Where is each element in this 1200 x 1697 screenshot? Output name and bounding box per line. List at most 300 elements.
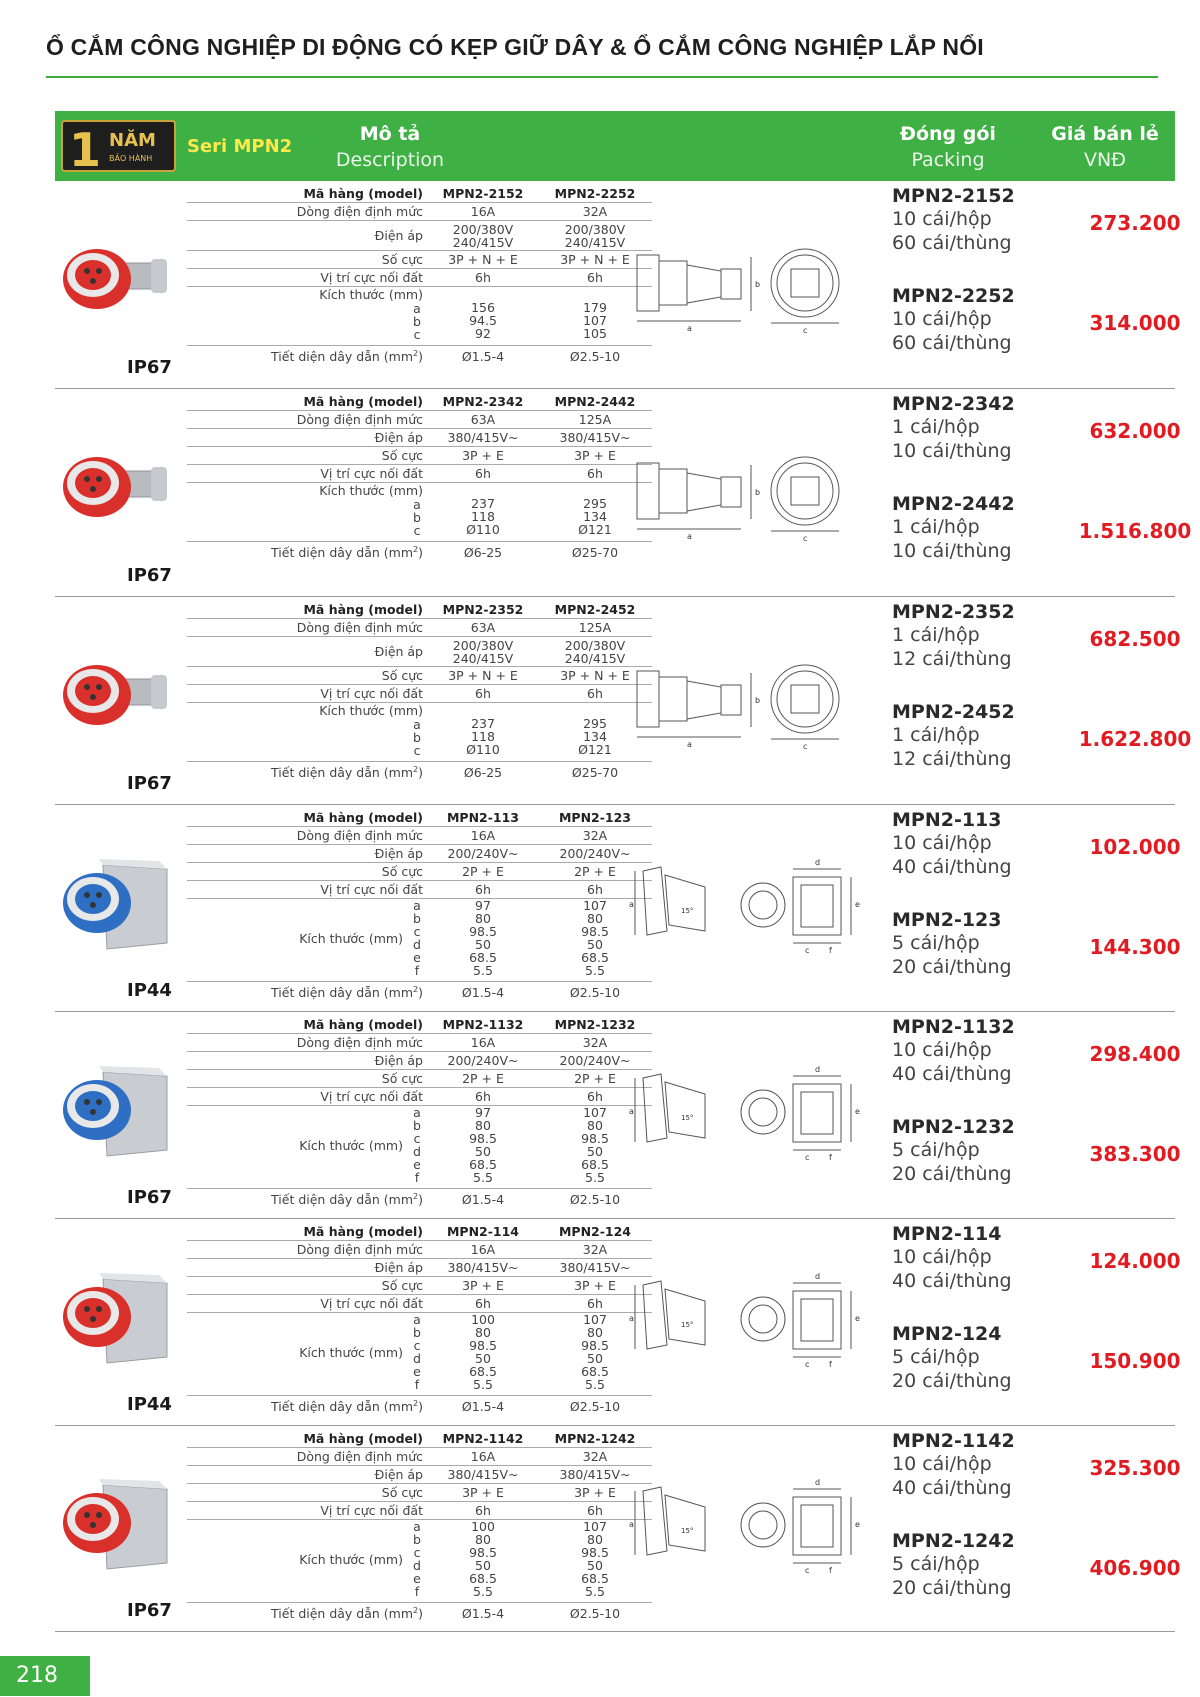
dim-value: 100 [471,1312,495,1327]
spec-model-row-label: Mã hàng (model) [303,186,423,201]
spec-current-row-value-2: 125A [578,620,612,635]
header-price [1040,123,1170,171]
packing-model: MPN2-123 [892,909,1002,931]
page-number: 218 [0,1656,90,1696]
spec-earth-row-value-2: 6h [587,686,603,701]
packing-model: MPN2-113 [892,809,1002,831]
svg-text:e: e [855,1520,860,1529]
spec-dims-row [187,1520,652,1598]
spec-poles-row [187,1070,652,1088]
packing-per-carton: 40 cái/thùng [892,1477,1012,1499]
dim-value: 68.5 [581,1571,609,1586]
retail-price: 383.300 [1089,1142,1181,1166]
packing-info [892,1016,1092,1086]
spec-earth-row-value-1: 6h [475,1503,491,1518]
packing-info [892,909,1092,979]
packing-per-box: 1 cái/hộp [892,624,980,646]
spec-wire-row [187,541,652,563]
spec-wire-row [187,1602,652,1624]
svg-text:a: a [629,1106,634,1116]
spec-voltage-row-value-1: 380/415V~ [447,430,519,445]
spec-poles-row-value-2: 3P + E [574,1485,616,1500]
spec-dim-keys [411,899,423,977]
spec-wire-label [187,545,427,560]
packing-info [892,601,1092,671]
dim-key: e [413,1157,421,1172]
spec-poles-row-value-1: 2P + E [462,1071,504,1086]
packing-per-box: 5 cái/hộp [892,1553,980,1575]
spec-voltage-row-value-2: 200/380V 240/415V [564,221,626,250]
svg-text:e: e [855,1106,860,1116]
spec-earth-row-label: Vị trí cực nối đất [320,270,423,285]
spec-voltage-row-label: Điện áp [374,644,423,659]
spec-model-row [187,809,652,827]
packing-model: MPN2-1242 [892,1530,1015,1552]
product-block [55,597,1192,805]
header-price-vi: Giá bán lẻ [1051,123,1159,145]
spec-voltage-row [187,845,652,863]
spec-poles-row-label: Số cực [381,1485,423,1500]
packing-per-box: 10 cái/hộp [892,1453,992,1475]
spec-wire-value-1: Ø1.5-4 [461,1192,505,1207]
spec-voltage-row [187,1052,652,1070]
dim-value: 68.5 [469,1157,497,1172]
spec-earth-row-value-2: 6h [587,1296,603,1311]
spec-dims-label-wrap [187,483,427,537]
spec-table [187,185,652,367]
packing-info [892,701,1092,771]
spec-earth-row [187,1088,652,1106]
dim-value: 134 [583,729,607,744]
dim-key: d [413,1144,421,1159]
dim-value: 80 [475,911,491,926]
dim-value: 98.5 [469,924,497,939]
dim-key: d [413,1558,421,1573]
product-block [55,1426,1181,1632]
spec-poles-row-value-2: 2P + E [574,1071,616,1086]
spec-current-row-value-2: 125A [578,412,612,427]
spec-earth-row-label: Vị trí cực nối đất [320,882,423,897]
drawing-wrap [625,1471,865,1586]
spec-wire-row [187,1395,652,1417]
packing-per-box: 10 cái/hộp [892,308,992,330]
dim-value: 98.5 [469,1338,497,1353]
spec-voltage-row-label: Điện áp [374,228,423,243]
spec-poles-row-value-2: 3P + E [574,1278,616,1293]
spec-poles-row-value-2: 3P + E [574,448,616,463]
dim-value: 80 [587,1118,603,1133]
dim-key: b [413,911,421,926]
spec-earth-row-value-1: 6h [475,882,491,897]
wire-label-sup: 2 [413,1398,419,1408]
dim-value: 68.5 [469,1364,497,1379]
header-description-vi: Mô tả [359,123,421,145]
spec-voltage-row-value-1: 380/415V~ [447,1260,519,1275]
dimension-drawing-2 [625,643,855,753]
dimension-drawing-4 [625,1058,865,1168]
spec-poles-row-value-1: 3P + E [462,1485,504,1500]
dim-value: 5.5 [473,963,493,978]
svg-text:e: e [855,1313,860,1323]
dim-key: a [413,1105,421,1120]
svg-text:f: f [829,1152,832,1162]
ip-rating: IP67 [127,565,172,586]
dim-value: 80 [475,1325,491,1340]
dim-value: 80 [587,1325,603,1340]
spec-earth-row-label: Vị trí cực nối đất [320,1503,423,1518]
dim-value: 97 [475,1105,491,1120]
retail-price: 314.000 [1089,311,1181,335]
svg-text:15°: 15° [681,1113,694,1122]
packing-per-carton: 20 cái/thùng [892,1163,1012,1185]
spec-earth-row-value-2: 6h [587,882,603,897]
retail-price: 1.622.800 [1078,727,1192,751]
spec-model-row [187,601,652,619]
product-image-3 [55,847,175,957]
spec-dims-values-1 [427,899,539,977]
spec-earth-row-value-2: 6h [587,1503,603,1518]
product-block [55,389,1192,597]
spec-model-row-value-1: MPN2-2352 [442,602,524,617]
drawing-wrap [625,1265,865,1380]
spec-table [187,1430,652,1624]
spec-wire-value-1: Ø1.5-4 [461,1399,505,1414]
spec-current-row-value-2: 32A [582,204,608,219]
dim-value: 5.5 [473,1170,493,1185]
retail-price: 1.516.800 [1078,519,1192,543]
dim-value: 5.5 [585,1377,605,1392]
spec-wire-label [187,1192,427,1207]
retail-price: 150.900 [1089,1349,1181,1373]
spec-dims-row [187,1313,652,1391]
packing-per-box: 5 cái/hộp [892,932,980,954]
packing-info [892,185,1092,255]
spec-current-row-label: Dòng điện định mức [296,412,423,427]
dim-value: 5.5 [473,1584,493,1599]
dim-value: 98.5 [469,1131,497,1146]
spec-dims-values-1 [427,287,539,340]
spec-current-row-label: Dòng điện định mức [296,1242,423,1257]
spec-table [187,1223,652,1417]
svg-text:d: d [815,857,821,867]
dim-key: e [413,950,421,965]
dim-key: e [413,1571,421,1586]
packing-model: MPN2-124 [892,1323,1002,1345]
dim-key: f [414,1170,420,1185]
spec-poles-row-label: Số cực [381,1071,423,1086]
packing-per-carton: 40 cái/thùng [892,856,1012,878]
dim-value: 50 [587,937,603,952]
spec-voltage-row-label: Điện áp [374,846,423,861]
product-photo [55,847,175,957]
header-packing-en: Packing [911,149,985,171]
page-title: Ổ CẮM CÔNG NGHIỆP DI ĐỘNG CÓ KẸP GIỮ DÂY & Ổ CẮM CÔNG NGHIỆP LẮP NỔI [46,34,984,60]
spec-model-row [187,1430,652,1448]
packing-model: MPN2-2352 [892,601,1015,623]
spec-current-row-value-1: 16A [470,828,496,843]
packing-per-box: 1 cái/hộp [892,724,980,746]
product-block [55,1219,1181,1426]
dim-value: 68.5 [469,950,497,965]
packing-info [892,393,1092,463]
dim-key: c [413,523,421,538]
dim-value: 80 [475,1118,491,1133]
wire-label-text: Tiết diện dây dẫn (mm [271,1399,414,1415]
svg-text:f: f [829,1566,832,1575]
wire-label-text: Tiết diện dây dẫn (mm [271,1606,414,1622]
ip-rating: IP67 [127,773,172,794]
dimension-drawing-6 [625,1471,865,1581]
spec-current-row-label: Dòng điện định mức [296,620,423,635]
spec-earth-row-label: Vị trí cực nối đất [320,686,423,701]
spec-dims-values-1 [427,1520,539,1598]
svg-text:c: c [803,742,808,751]
spec-current-row-value-2: 32A [582,1035,608,1050]
product-image-6 [55,1467,175,1577]
spec-dims-label: Kích thước (mm) [299,1344,403,1360]
spec-dim-keys [411,1520,423,1598]
spec-dim-keys [411,718,423,757]
retail-price: 632.000 [1089,419,1181,443]
svg-text:c: c [803,326,808,335]
spec-poles-row-value-2: 3P + N + E [560,252,630,267]
dim-key: a [413,301,421,316]
product-block [55,181,1181,389]
spec-current-row-label: Dòng điện định mức [296,204,423,219]
dim-value: 98.5 [581,1338,609,1353]
drawing-wrap [625,435,855,550]
svg-text:f: f [829,1359,832,1369]
spec-wire-value-2: Ø25-70 [571,765,619,780]
dim-value: 97 [475,898,491,913]
spec-poles-row-value-1: 3P + E [462,1278,504,1293]
spec-dims-label-wrap [187,1106,427,1184]
svg-text:c: c [805,945,810,955]
spec-current-row-value-1: 16A [470,1449,496,1464]
dim-value: 237 [471,716,495,731]
dim-value: 68.5 [581,950,609,965]
wire-label-sup: 2 [413,984,419,994]
wire-label-end: ) [418,1606,423,1622]
spec-voltage-row-label: Điện áp [374,1467,423,1482]
svg-text:b: b [755,696,761,705]
dim-value: Ø110 [466,742,500,757]
dim-value: 179 [583,300,607,315]
spec-voltage-row-label: Điện áp [374,430,423,445]
spec-model-row [187,185,652,203]
spec-model-row-value-2: MPN2-1232 [554,1017,636,1032]
dim-value: 100 [471,1519,495,1534]
spec-earth-row-label: Vị trí cực nối đất [320,466,423,481]
retail-price: 124.000 [1089,1249,1181,1273]
dim-key: a [413,898,421,913]
spec-model-row-label: Mã hàng (model) [303,810,423,825]
spec-voltage-row-value-1: 380/415V~ [447,1467,519,1482]
spec-wire-value-1: Ø1.5-4 [461,985,505,1000]
spec-current-row-value-1: 63A [470,412,496,427]
dim-key: f [414,963,420,978]
packing-per-box: 10 cái/hộp [892,1246,992,1268]
product-image-4 [55,1054,175,1164]
spec-model-row-label: Mã hàng (model) [303,602,423,617]
svg-text:a: a [629,1520,634,1529]
dim-key: c [413,327,421,342]
product-image-5 [55,1261,175,1371]
spec-earth-row [187,881,652,899]
spec-wire-label [187,1606,427,1621]
spec-table [187,809,652,1003]
wire-label-sup: 2 [413,764,419,774]
spec-earth-row-label: Vị trí cực nối đất [320,1296,423,1311]
svg-text:a: a [687,740,692,749]
spec-dims-label: Kích thước (mm) [319,483,423,498]
spec-dims-label-wrap [187,1520,427,1598]
svg-text:c: c [803,534,808,543]
dim-key: b [413,314,421,329]
wire-label-end: ) [418,1399,423,1415]
spec-current-row-value-1: 16A [470,204,496,219]
product-photo [55,223,175,333]
dim-value: 98.5 [581,1131,609,1146]
dim-key: a [413,1312,421,1327]
svg-text:c: c [805,1359,810,1369]
svg-text:c: c [805,1566,810,1575]
dim-value: Ø121 [578,742,612,757]
spec-current-row-value-2: 32A [582,1449,608,1464]
wire-label-sup: 2 [413,1191,419,1201]
spec-poles-row [187,1277,652,1295]
drawing-wrap [625,851,865,966]
dim-value: 107 [583,1312,607,1327]
spec-earth-row [187,685,652,703]
dim-value: 80 [587,911,603,926]
retail-price: 273.200 [1089,211,1181,235]
spec-voltage-row [187,221,652,251]
spec-wire-value-1: Ø1.5-4 [461,1606,505,1621]
spec-voltage-row-value-2: 200/380V 240/415V [564,637,626,666]
dim-key: c [413,924,421,939]
product-image-1 [55,431,175,541]
spec-current-row [187,203,652,221]
spec-model-row-value-1: MPN2-114 [446,1224,520,1239]
product-image-2 [55,639,175,749]
dim-value: 107 [583,898,607,913]
dim-value: 118 [471,729,495,744]
dim-value: 5.5 [585,963,605,978]
spec-model-row [187,393,652,411]
spec-wire-label [187,1399,427,1414]
spec-wire-value-2: Ø2.5-10 [569,1192,621,1207]
wire-label-end: ) [418,765,423,781]
ip-rating: IP67 [127,1600,172,1621]
packing-per-carton: 60 cái/thùng [892,332,1012,354]
svg-text:c: c [805,1152,810,1162]
spec-current-row [187,827,652,845]
dim-key: a [413,717,421,732]
wire-label-sup: 2 [413,544,419,554]
spec-current-row-value-2: 32A [582,1242,608,1257]
header-description [290,123,490,171]
ip-rating: IP44 [127,1394,172,1415]
dim-value: 134 [583,509,607,524]
spec-model-row-label: Mã hàng (model) [303,1017,423,1032]
spec-wire-value-2: Ø2.5-10 [569,349,621,364]
spec-model-row [187,1016,652,1034]
svg-text:15°: 15° [681,906,694,915]
packing-per-box: 1 cái/hộp [892,516,980,538]
spec-voltage-row-label: Điện áp [374,1053,423,1068]
spec-earth-row [187,1502,652,1520]
retail-price: 325.300 [1089,1456,1181,1480]
dim-value: 295 [583,716,607,731]
spec-earth-row-value-1: 6h [475,466,491,481]
spec-voltage-row-value-2: 380/415V~ [559,1467,631,1482]
spec-current-row [187,1034,652,1052]
packing-per-carton: 40 cái/thùng [892,1270,1012,1292]
wire-label-end: ) [418,985,423,1001]
warranty-number: 1 [69,123,102,177]
spec-voltage-row-value-2: 380/415V~ [559,430,631,445]
dim-key: f [414,1377,420,1392]
wire-label-text: Tiết diện dây dẫn (mm [271,985,414,1001]
packing-per-box: 10 cái/hộp [892,1039,992,1061]
spec-wire-label [187,349,427,364]
product-photo [55,431,175,541]
spec-earth-row-label: Vị trí cực nối đất [320,1089,423,1104]
dim-key: b [413,1325,421,1340]
spec-wire-label [187,985,427,1000]
product-photo [55,1054,175,1164]
spec-current-row-value-1: 16A [470,1035,496,1050]
svg-text:15°: 15° [681,1320,694,1329]
packing-info [892,1430,1092,1500]
dim-value: Ø110 [466,522,500,537]
spec-wire-value-1: Ø6-25 [463,545,503,560]
spec-wire-value-2: Ø25-70 [571,545,619,560]
spec-model-row-value-2: MPN2-2452 [554,602,636,617]
packing-model: MPN2-2152 [892,185,1015,207]
spec-dims-label: Kích thước (mm) [319,703,423,718]
dim-value: 107 [583,313,607,328]
dim-value: 50 [587,1144,603,1159]
svg-text:a: a [687,532,692,541]
retail-price: 144.300 [1089,935,1181,959]
drawing-wrap [625,227,855,342]
dimension-drawing-1 [625,435,855,545]
packing-info [892,1223,1092,1293]
spec-dims-values-1 [427,1313,539,1391]
ip-rating: IP44 [127,980,172,1001]
packing-info [892,1530,1092,1600]
dim-key: b [413,730,421,745]
packing-per-carton: 10 cái/thùng [892,540,1012,562]
svg-text:d: d [815,1271,821,1281]
spec-model-row-value-2: MPN2-1242 [554,1431,636,1446]
spec-dims-label: Kích thước (mm) [299,1551,403,1567]
spec-poles-row-value-2: 2P + E [574,864,616,879]
spec-voltage-row-value-2: 200/240V~ [559,1053,631,1068]
dimension-drawing-0 [625,227,855,337]
spec-dims-row [187,703,652,757]
product-photo [55,639,175,749]
spec-dims-label: Kích thước (mm) [319,287,423,302]
spec-dims-label-wrap [187,899,427,977]
spec-earth-row-value-2: 6h [587,466,603,481]
ip-rating: IP67 [127,1187,172,1208]
spec-model-row-value-2: MPN2-123 [558,810,632,825]
dim-value: 98.5 [469,1545,497,1560]
spec-poles-row [187,251,652,269]
